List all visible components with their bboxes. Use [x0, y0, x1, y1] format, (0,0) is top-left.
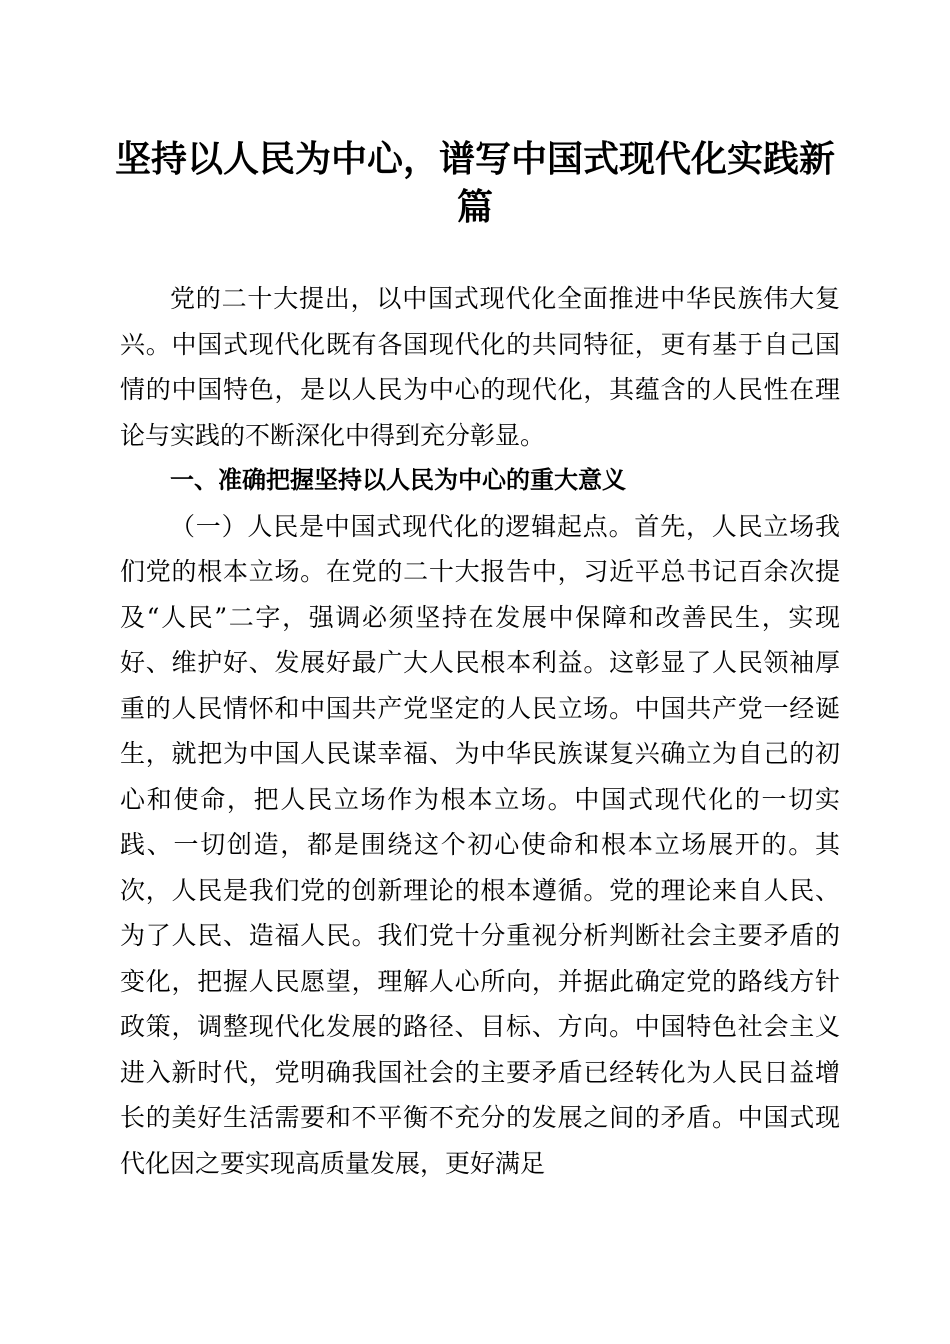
- body-paragraph: （一）人民是中国式现代化的逻辑起点。首先，人民立场我们党的根本立场。在党的二十大报告中，习近平总书记百余次提及“人民”二字，强调必须坚持在发展中保障和改善民生，实现好、维护好、发展好最广大人民根本利益。这彰显了人民领袖厚重的人民情怀和中国共产党坚定的人民立场。中国共产党一经诞生，就把为中国人民谋幸福、为中华民族谋复兴确立为自己的初心和使命，把人民立场作为根本立场。中国式现代化的一切实践、一切创造，都是围绕这个初心使命和根本立场展开的。其次，人民是我们党的创新理论的根本遵循。党的理论来自人民、为了人民、造福人民。我们党十分重视分析判断社会主要矛盾的变化，把握人民愿望，理解人心所向，并据此确定党的路线方针政策，调整现代化发展的路径、目标、方向。中国特色社会主义进入新时代，党明确我国社会的主要矛盾已经转化为人民日益增长的美好生活需要和不平衡不充分的发展之间的矛盾。中国式现代化因之要实现高质量发展，更好满足: [120, 511, 840, 1178]
- document-title: 坚持以人民为中心，谱写中国式现代化实践新篇: [114, 139, 835, 228]
- intro-paragraph: 党的二十大提出，以中国式现代化全面推进中华民族伟大复兴。中国式现代化既有各国现代化的共同特征，更有基于自己国情的中国特色，是以人民为中心的现代化，其蕴含的人民性在理论与实践的不断深化中得到充分彰显。: [120, 284, 840, 450]
- document-body: [120, 276, 840, 1186]
- section-heading: 一、准确把握坚持以人民为中心的重大意义: [170, 466, 626, 494]
